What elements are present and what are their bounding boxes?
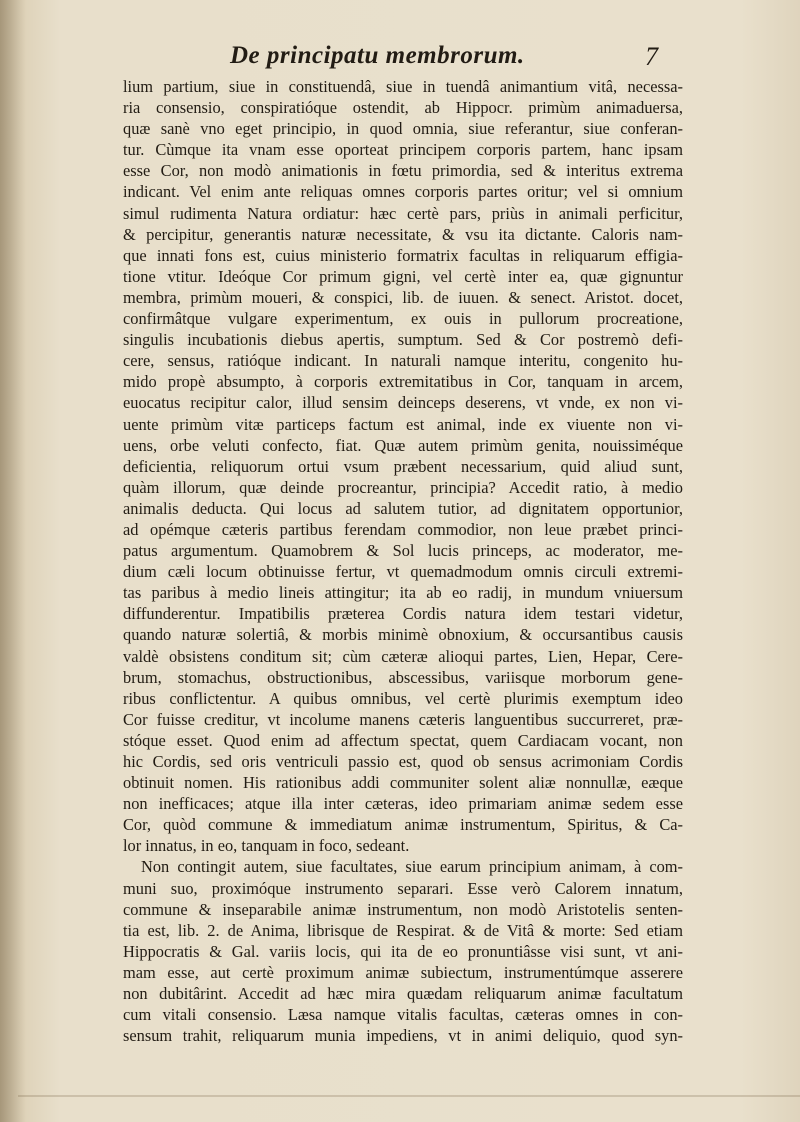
text-line: simul rudimenta Natura ordiatur: hæc certè pars, priùs in animali perficitur, <box>123 203 683 223</box>
text-line: deficientia, reliquorum ortui vsum præbent necessarium, quid aliud sunt, <box>123 456 683 476</box>
text-line: que innati fons est, cuius ministerio formatrix facultas in reliquarum effigia- <box>123 245 683 265</box>
text-line: dium cæli locum obtinuisse fertur, vt quemadmodum omnis circuli extremi- <box>123 562 683 582</box>
text-line: uente primùm vitæ particeps factum est animal, inde ex viuente non vi- <box>123 414 683 434</box>
text-line: tione vtitur. Ideóque Cor primum gigni, vel certè inter ea, quæ gignuntur <box>123 266 683 286</box>
text-line: lor innatus, in eo, tanquam in foco, sedeant. <box>123 836 410 856</box>
text-line: uens, orbe veluti confecto, fiat. Quæ autem primùm genita, nouissiméque <box>123 435 683 455</box>
text-line: sensum trahit, reliquarum munia impediens, vt in animi deliquio, quod syn- <box>123 1026 683 1046</box>
text-line: lium partium, siue in constituendâ, siue in tuendâ animantium vitâ, necessa- <box>123 77 683 96</box>
text-line: tia est, lib. 2. de Anima, librisque de Respirat. & de Vitâ & morte: Sed etiam <box>123 920 683 940</box>
text-line: Cor, quòd commune & immediatum animæ instrumentum, Spiritus, & Ca- <box>123 815 683 835</box>
text-line: ribus conflictentur. A quibus omnibus, vel certè plurimis exemptum ideo <box>123 688 683 708</box>
text-line: animalis deducta. Qui locus ad salutem tutior, ad dignitatem opportunior, <box>123 498 683 518</box>
text-line: commune & inseparabile animæ instrumentum, non modò Aristotelis senten- <box>123 899 683 919</box>
text-line: indicant. Vel enim ante reliquas omnes corporis partes oritur; vel si omnium <box>123 182 683 202</box>
text-line: quando naturæ solertiâ, & morbis minimè obnoxium, & occursantibus causis <box>123 625 683 645</box>
text-line: mam esse, aut certè proximum animæ subiectum, instrumentúmque asserere <box>123 962 683 982</box>
text-line: cere, sensus, ratióque indicant. In naturali namque interitu, congenito hu- <box>123 351 683 371</box>
text-line: mido propè absumpto, à corporis extremitatibus in Cor, tanquam in arcem, <box>123 372 683 392</box>
text-line: tur. Cùmque ita vnam esse oporteat principem corporis partem, hanc ipsam <box>123 140 683 160</box>
page-number: 7 <box>645 42 658 71</box>
text-line: brum, stomachus, obstructionibus, abscessibus, variisque morborum gene- <box>123 667 683 687</box>
text-line: euocatus recipitur calor, illud sensim deinceps deserens, vt vnde, ex non vi- <box>123 393 683 413</box>
text-line: hic Cordis, sed oris ventriculi passio est, quod ob sensus acrimoniam Cordis <box>123 752 683 771</box>
text-line: Cor fuisse creditur, vt incolume manens cæteris languentibus succurreret, præ- <box>123 709 683 729</box>
text-line: singulis incubationis diebus apertis, sumptum. Sed & Cor postremò defi- <box>123 330 683 350</box>
text-line: patus argumentum. Quamobrem & Sol lucis princeps, ac moderator, me- <box>123 541 683 561</box>
text-line: confirmâtque vulgare experimentum, ex ouis in pullorum procreatione, <box>123 309 683 329</box>
text-line: diffunderentur. Impatibilis præterea Cordis natura idem testari videtur, <box>123 604 683 624</box>
text-line: Hippocratis & Gal. variis locis, qui ita de eo pronuntiâsse visi sunt, vt ani- <box>123 941 683 961</box>
running-title: De principatu membrorum. <box>230 42 525 69</box>
page-bottom-edge <box>18 1095 800 1097</box>
text-line: valdè obsistens conditum sit; cùm cæteræ alioqui partes, Lien, Hepar, Cere- <box>123 646 683 666</box>
text-line: quæ sanè vno eget principio, in quod omnia, siue referantur, siue conferan- <box>123 119 683 139</box>
text-line: quàm illorum, quæ deinde procreantur, principia? Accedit ratio, à medio <box>123 477 683 497</box>
text-line: & percipitur, generantis naturæ necessitate, & vsu ita dictante. Caloris nam- <box>123 224 683 244</box>
text-line: stóque esset. Quod enim ad affectum spectat, quem Cardiacam vocant, non <box>123 730 683 750</box>
text-line: non dubitârint. Accedit ad hæc mira quædam reliquarum animæ facultatum <box>123 984 683 1004</box>
text-line: tas paribus à medio lineis attingitur; ita ab eo radij, in mundum vniuersum <box>123 583 683 603</box>
running-head <box>0 42 800 78</box>
text-line: cum vitali consensio. Læsa namque vitalis facultas, cæteras omnes in con- <box>123 1005 683 1025</box>
text-line: obtinuit nomen. His rationibus addi communiter solent aliæ nonnullæ, eæque <box>123 773 683 793</box>
text-line: membra, primùm moueri, & conspici, lib. de iuuen. & senect. Aristot. docet, <box>123 287 683 307</box>
gutter-shadow <box>0 0 26 1122</box>
text-line: non inefficaces; atque illa inter cæteras, ideo primariam animæ sedem esse <box>123 794 683 814</box>
text-line: ria consensio, conspiratióque ostendit, ab Hippocr. primùm animaduersa, <box>123 98 683 118</box>
text-line: Non contingit autem, siue facultates, siue earum principium animam, à com- <box>141 857 683 877</box>
body-text <box>123 76 683 1046</box>
text-line: esse Cor, non modò animationis in fœtu primordia, sed & interitus extrema <box>123 161 683 181</box>
text-line: ad opémque cæteris partibus ferendam commodior, non leue præbet princi- <box>123 519 683 539</box>
text-line: muni suo, proximóque instrumento separari. Esse verò Calorem innatum, <box>123 878 683 898</box>
